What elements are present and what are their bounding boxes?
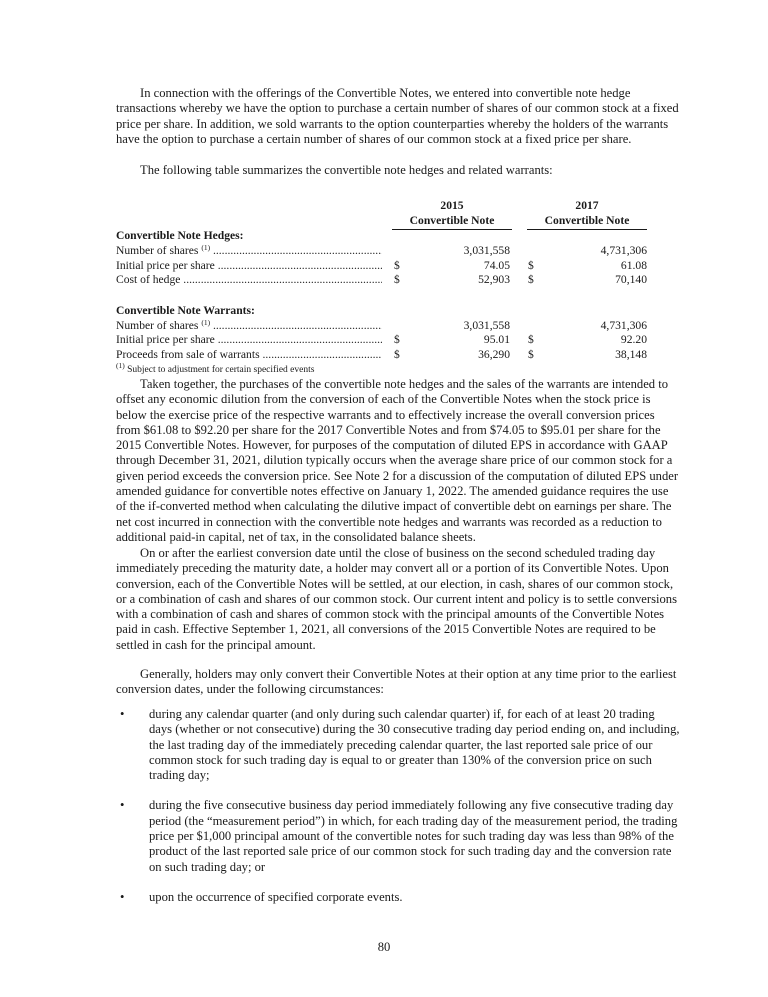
table-row xyxy=(116,273,680,288)
paragraph-table-intro: The following table summarizes the convertible note hedges and related warrants: xyxy=(140,163,553,177)
table-row xyxy=(116,244,680,259)
footnote-marker: (1) xyxy=(116,360,125,370)
page-number: 80 xyxy=(377,940,391,954)
footnote-marker: (1) xyxy=(201,318,211,327)
list-item-text: during any calendar quarter (and only during such calendar quarter) if, for each of at least 20 trading days (whether or not consecutive) during the 30 consecutive trading day period ending on, and including, the last trading day of the immediately preceding calendar quarter, the last reported sale price of our common stock for such trading day is equal to or greater than 130% of the conversion price on such trading day; xyxy=(149,707,680,783)
table-header xyxy=(116,199,680,229)
paragraph-generally: Generally, holders may only convert their Convertible Notes at their option at any time prior to the earliest conversion dates, under the following circumstances: xyxy=(116,667,677,697)
bullet-icon: • xyxy=(120,707,125,721)
footnote-text: Subject to adjustment for certain specified events xyxy=(127,364,315,375)
column-header-2015: 2015 Convertible Note xyxy=(392,199,512,230)
bullet-icon: • xyxy=(120,798,125,813)
value-2017: 4,731,306 xyxy=(600,244,647,257)
dollar-sign: $ xyxy=(528,258,534,272)
value-2015: 3,031,558 xyxy=(463,318,510,332)
convertible-note-table xyxy=(116,199,680,376)
value-2015: 52,903 xyxy=(478,273,510,287)
dollar-sign: $ xyxy=(394,333,400,347)
dollar-sign: $ xyxy=(528,273,534,287)
table-row xyxy=(116,333,680,348)
list-item xyxy=(116,798,680,874)
dollar-sign: $ xyxy=(394,273,400,287)
value-2017: 38,148 xyxy=(615,347,647,361)
dollar-sign: $ xyxy=(394,258,400,272)
value-2015: 36,290 xyxy=(478,347,510,361)
table-row xyxy=(116,319,680,334)
dollar-sign: $ xyxy=(394,347,400,361)
row-label: Cost of hedge xyxy=(116,273,181,287)
value-2017: 61.08 xyxy=(620,258,647,272)
table-row xyxy=(116,259,680,274)
list-item xyxy=(116,707,680,783)
list-item xyxy=(116,890,680,905)
bullet-icon: • xyxy=(120,889,125,904)
row-label: Initial price per share xyxy=(116,333,215,347)
value-2017: 92.20 xyxy=(620,333,647,347)
value-2015: 3,031,558 xyxy=(463,244,510,257)
table-footnote xyxy=(116,360,680,376)
list-item-text: during the five consecutive business day period immediately following any five consecutive trading day period (the “measurement period”) in which, for each trading day of the measurement period, the trading price per $1,000 principal amount of the convertible notes for such trading day was less than 98% of the product of the last reported sale price of our common stock for such trading day and the conversion rate on such trading day; or xyxy=(149,798,678,874)
paragraph-conversion: On or after the earliest conversion date until the close of business on the second scheduled trading day immediately preceding the maturity date, a holder may convert all or a portion of its Convertible Notes. Upon conversion, each of the Convertible Notes will be settled, at our election, in cash, shares of our common stock, or a combination of cash and shares of our common stock. Our current intent and policy is to settle conversions with a combination of cash and shares of common stock with the principal amounts of the Convertible Notes paid in cash. Effective September 1, 2021, all conversions of the 2015 Convertible Notes are required to be settled in cash for the principal amount. xyxy=(116,546,677,652)
paragraph-taken-together: Taken together, the purchases of the convertible note hedges and the sales of the warrants are intended to offset any economic dilution from the conversion of each of the Convertible Notes when the stock price is below the exercise price of the respective warrants and to effectively increase the overall conversion prices from $61.08 to $92.20 per share for the 2017 Convertible Notes and from $74.05 to $95.01 per share for the 2015 Convertible Notes. However, for purposes of the computation of diluted EPS in accordance with GAAP through December 31, 2021, dilution typically occurs when the average share price of our common stock for a given period exceeds the conversion price. See Note 2 for a discussion of the computation of diluted EPS under amended guidance for convertible notes effective on January 1, 2022. The amended guidance requires the use of the if-converted method when calculating the dilutive impact of convertible debt on earnings per share. The net cost incurred in connection with the convertible note hedges and warrants was recorded as a reduction to additional paid-in capital, net of tax, in the consolidated balance sheets. xyxy=(116,377,679,544)
section-title-hedges: Convertible Note Hedges: xyxy=(116,229,244,242)
value-2015: 74.05 xyxy=(483,258,510,272)
row-label: Initial price per share xyxy=(116,258,215,272)
section-title-warrants: Convertible Note Warrants: xyxy=(116,303,255,317)
value-2017: 4,731,306 xyxy=(600,318,647,332)
dollar-sign: $ xyxy=(528,333,534,347)
value-2015: 95.01 xyxy=(483,333,510,347)
paragraph-hedge-intro: In connection with the offerings of the Convertible Notes, we entered into convertible note hedge transactions whereby we have the option to purchase a certain number of shares of our common stock at a fixed price per share. In addition, we sold warrants to the option counterparties whereby the holders of the warrants have the option to purchase a certain number of shares of our common stock at a fixed price per share. xyxy=(116,86,679,146)
dollar-sign: $ xyxy=(528,347,534,361)
row-label: Number of shares xyxy=(116,244,199,257)
list-item-text: upon the occurrence of specified corporate events. xyxy=(149,889,403,904)
row-label: Number of shares xyxy=(116,318,199,332)
table-row xyxy=(116,348,680,363)
row-label: Proceeds from sale of warrants xyxy=(116,347,260,361)
value-2017: 70,140 xyxy=(615,273,647,287)
footnote-marker: (1) xyxy=(201,244,211,252)
column-header-2017: 2017 Convertible Note xyxy=(527,199,647,230)
circumstances-list xyxy=(116,707,680,920)
